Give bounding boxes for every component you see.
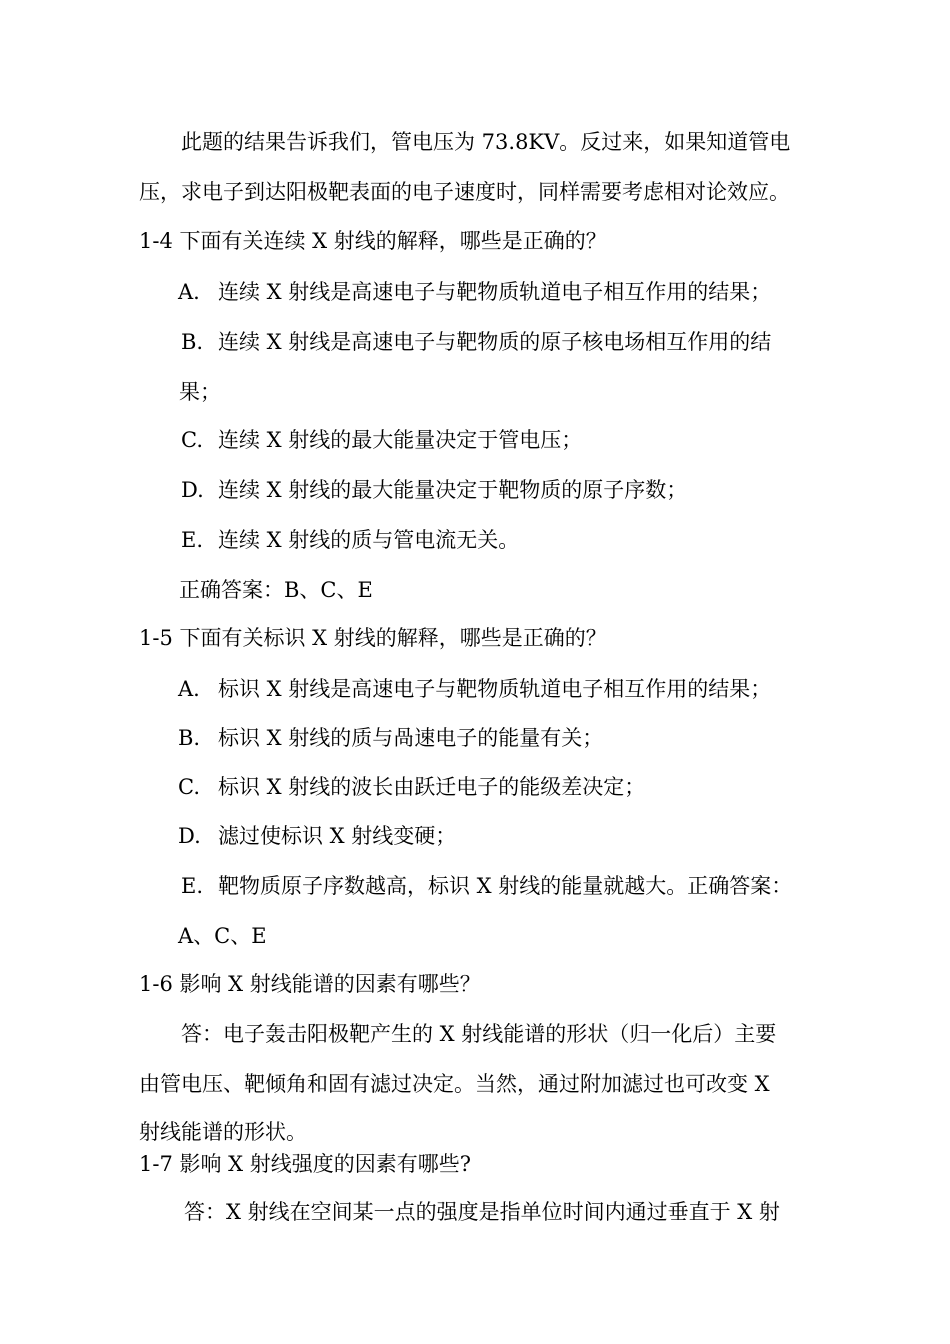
option-item bbox=[181, 328, 771, 356]
option-item bbox=[181, 872, 792, 900]
option-text: 连续 X 射线的最大能量决定于管电压； bbox=[218, 428, 583, 452]
option-item bbox=[181, 476, 687, 504]
answer-line: 答：电子轰击阳极靶产生的 X 射线能谱的形状（归一化后）主要 bbox=[181, 1022, 777, 1046]
question-title: 1-4 下面有关连续 X 射线的解释，哪些是正确的？ bbox=[139, 229, 607, 253]
option-text: 连续 X 射线是高速电子与靶物质的原子核电场相互作用的结 bbox=[218, 330, 772, 354]
answer-line: 答：X 射线在空间某一点的强度是指单位时间内通过垂直于 X 射 bbox=[184, 1200, 780, 1224]
option-label: D. bbox=[178, 824, 201, 848]
answer-line: 射线能谱的形状。 bbox=[139, 1120, 307, 1144]
option-item bbox=[181, 426, 582, 454]
option-label: C. bbox=[178, 775, 200, 799]
answer-text: 正确答案：B、C、E bbox=[179, 578, 373, 602]
option-label: D. bbox=[181, 478, 204, 502]
option-text: 连续 X 射线是高速电子与靶物质轨道电子相互作用的结果； bbox=[218, 280, 772, 304]
option-item bbox=[178, 822, 456, 850]
option-label: A. bbox=[178, 280, 200, 304]
option-text: 标识 X 射线的波长由跃迁电子的能级差决定； bbox=[218, 775, 646, 799]
option-continuation: 果； bbox=[179, 380, 221, 404]
option-item bbox=[178, 675, 771, 703]
option-text: 标识 X 射线是高速电子与靶物质轨道电子相互作用的结果； bbox=[218, 677, 772, 701]
option-label: B. bbox=[178, 726, 201, 750]
option-label: A. bbox=[178, 677, 200, 701]
option-text: 滤过使标识 X 射线变硬； bbox=[218, 824, 457, 848]
paragraph-line: 压，求电子到达阳极靶表面的电子速度时，同样需要考虑相对论效应。 bbox=[139, 180, 790, 204]
option-item bbox=[178, 724, 603, 752]
option-label: C. bbox=[181, 428, 203, 452]
option-item bbox=[178, 773, 645, 801]
option-text: 标识 X 射线的质与咼速电子的能量有关； bbox=[218, 726, 604, 750]
option-item bbox=[181, 526, 519, 554]
option-text: 连续 X 射线的最大能量决定于靶物质的原子序数； bbox=[218, 478, 688, 502]
question-title: 1-7 影响 X 射线强度的因素有哪些? bbox=[139, 1152, 472, 1176]
option-label: B. bbox=[181, 330, 204, 354]
option-text: 连续 X 射线的质与管电流无关。 bbox=[218, 528, 520, 552]
option-item bbox=[178, 278, 771, 306]
paragraph-line: 此题的结果告诉我们，管电压为 73.8KV。反过来，如果知道管电 bbox=[181, 130, 791, 154]
answer-line: 由管电压、靶倾角和固有滤过决定。当然，通过附加滤过也可改变 X bbox=[139, 1072, 770, 1096]
option-text: 靶物质原子序数越高，标识 X 射线的能量就越大。正确答案： bbox=[218, 874, 793, 898]
option-label: E. bbox=[181, 874, 204, 898]
question-title: 1-6 影响 X 射线能谱的因素有哪些？ bbox=[139, 972, 481, 996]
option-label: E. bbox=[181, 528, 204, 552]
answer-text: A、C、E bbox=[178, 924, 267, 948]
question-title: 1-5 下面有关标识 X 射线的解释，哪些是正确的？ bbox=[139, 626, 607, 650]
